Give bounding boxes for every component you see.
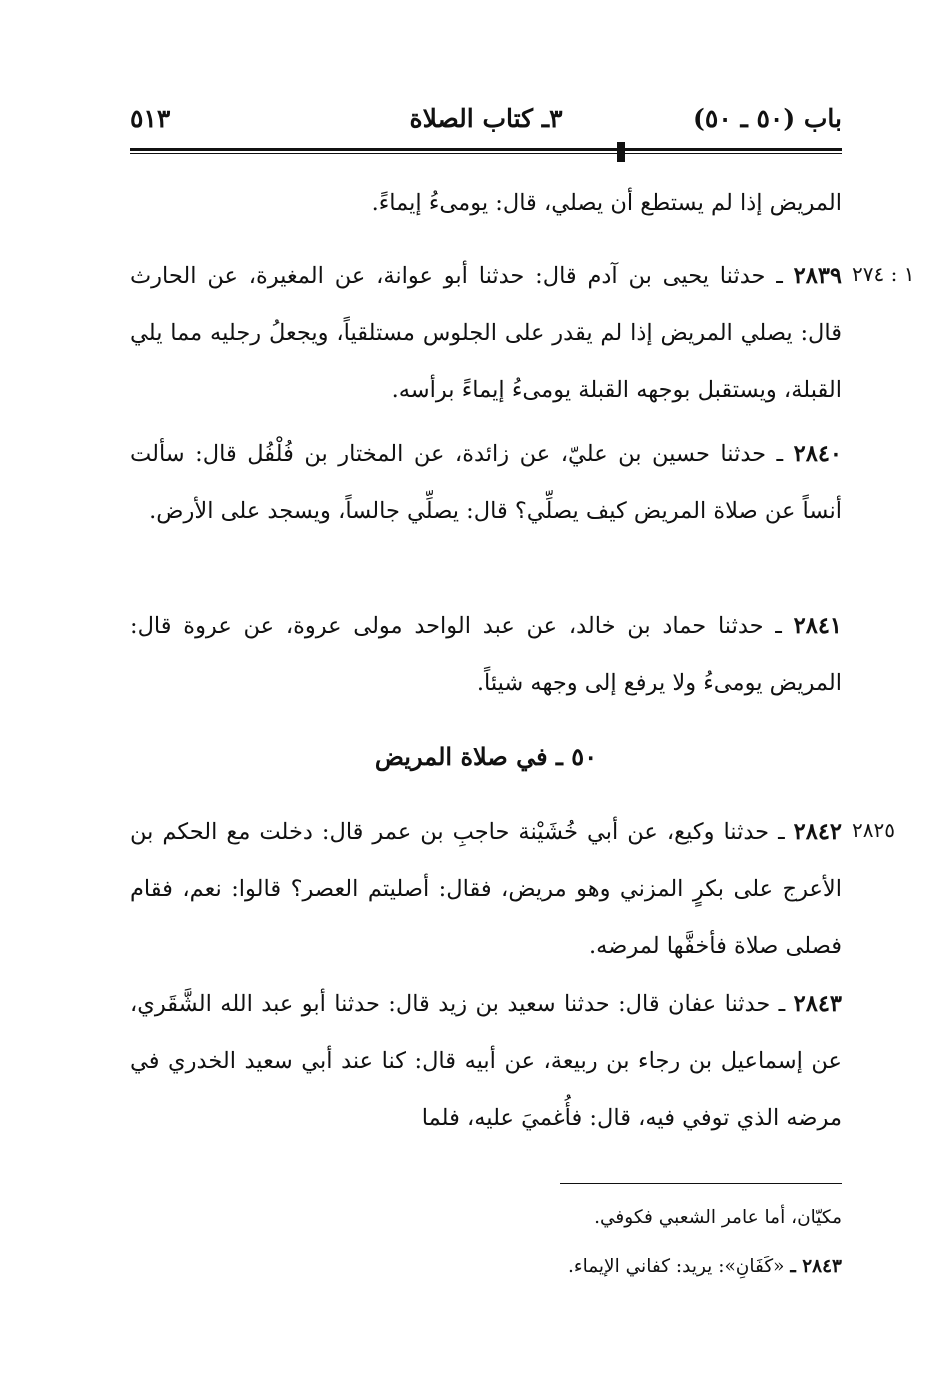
chapter-heading: باب (٥٠ ـ ٥٠) <box>693 104 842 133</box>
footnote-text: مكيّان، أما عامر الشعبي فكوفي. <box>594 1207 842 1228</box>
section-title: ٥٠ ـ في صلاة المريض <box>374 742 598 771</box>
paragraph-continuation <box>130 175 842 232</box>
page-header <box>130 104 842 144</box>
book-title: ٣ـ كتاب الصلاة <box>409 104 563 133</box>
footnote-text: «كَفَانِ»: يريد: كفاني الإيماء. <box>568 1256 785 1277</box>
hadith-2839 <box>130 248 842 419</box>
footnote-rule <box>560 1183 842 1184</box>
page-number: ٥١٣ <box>130 104 171 133</box>
margin-reference: ٢٨٢٥ <box>852 818 895 842</box>
hadith-text: ـ حدثنا يحيى بن آدم قال: حدثنا أبو عوانة، عن المغيرة، عن الحارث قال: يصلي المريض إذا لم يقدر على الجلوس مستلقياً، ويجعلُ رجليه مما يلي القبلة، ويستقبل بوجهه القبلة يومىءُ إيماءً برأسه. <box>130 263 842 403</box>
footnote <box>130 1203 842 1233</box>
margin-reference: ١ : ٢٧٤ <box>852 262 915 286</box>
hadith-number: ٢٨٤٢ <box>793 819 843 845</box>
hadith-2841 <box>130 598 842 712</box>
hadith-number: ٢٨٤٣ <box>793 991 842 1017</box>
hadith-text: ـ حدثنا حماد بن خالد، عن عبد الواحد مولى عروة، عن عروة قال: المريض يومىءُ ولا يرفع إلى وجهه شيئاً. <box>130 613 842 696</box>
hadith-2840 <box>130 426 842 540</box>
header-rule <box>130 148 842 154</box>
footnote-number: ٢٨٤٣ ـ <box>790 1256 842 1277</box>
hadith-text: ـ حدثنا وكيع، عن أبي خُشَيْنة حاجبِ بن عمر قال: دخلت مع الحكم بن الأعرج على بكرٍ المزني وهو مريض، فقال: أصليتم العصر؟ قالوا: نعم، فقام فصلى صلاة فأخفَّها لمرضه. <box>130 819 842 959</box>
hadith-number: ٢٨٤٠ <box>793 441 842 467</box>
paragraph-text: المريض إذا لم يستطع أن يصلي، قال: يومىءُ إيماءً. <box>371 190 842 216</box>
footnote <box>130 1252 842 1282</box>
header-rule-mark <box>617 142 625 162</box>
hadith-2843 <box>130 976 842 1147</box>
hadith-2842 <box>130 804 842 975</box>
hadith-text: ـ حدثنا حسين بن عليّ، عن زائدة، عن المختار بن فُلْفُل قال: سألت أنساً عن صلاة المريض كيف يصلِّي؟ قال: يصلِّي جالساً، ويسجد على الأرض. <box>130 441 842 524</box>
hadith-text: ـ حدثنا عفان قال: حدثنا سعيد بن زيد قال: حدثنا أبو عبد الله الشَّقَري، عن إسماعيل بن رجاء بن ربيعة، عن أبيه قال: كنا عند أبي سعيد الخدري في مرضه الذي توفي فيه، قال: فأُغميَ عليه، فلما <box>130 991 842 1131</box>
hadith-number: ٢٨٣٩ <box>793 263 842 289</box>
hadith-number: ٢٨٤١ <box>793 613 842 639</box>
